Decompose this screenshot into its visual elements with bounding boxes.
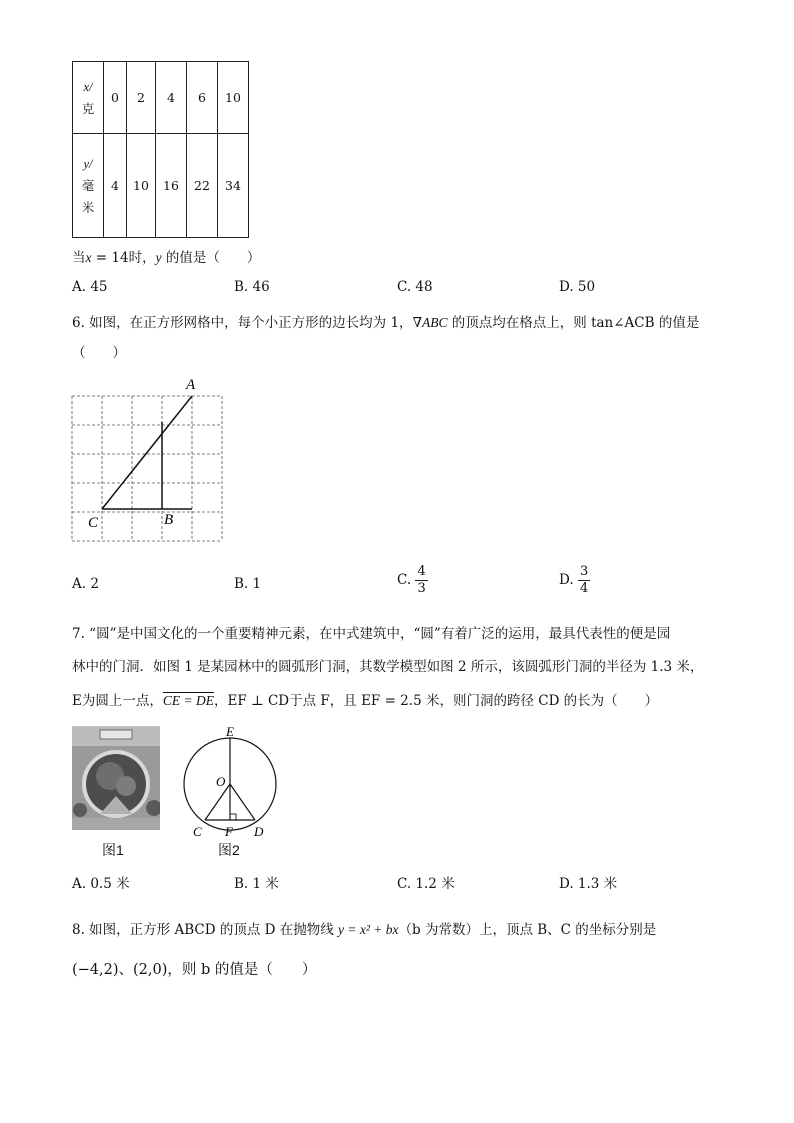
y-cell: 34 bbox=[218, 134, 249, 238]
label-e: E bbox=[226, 724, 234, 739]
label-a: A bbox=[186, 377, 196, 393]
q7-option-c[interactable]: C. 1.2 米 bbox=[397, 876, 455, 892]
q7-circle-figure bbox=[176, 722, 286, 842]
q5-option-b[interactable]: B. 46 bbox=[234, 279, 270, 295]
x-header-unit: 克 bbox=[81, 100, 95, 116]
q7-line1: 7. “圆”是中国文化的一个重要精神元素，在中式建筑中，“圆”有着广泛的运用，最具代表性的便是园 bbox=[72, 626, 671, 642]
q5-option-c[interactable]: C. 48 bbox=[397, 279, 433, 295]
y-header-unit-1: 毫 bbox=[81, 177, 95, 193]
q7-option-b[interactable]: B. 1 米 bbox=[234, 876, 279, 892]
q6-grid-figure bbox=[60, 372, 240, 548]
q6-option-c[interactable]: C. $\frac{4}{3}$ bbox=[397, 564, 426, 596]
q5-question: 当x = 14时，y 的值是（ ） bbox=[72, 250, 261, 266]
q8-line2: (−4,2)、(2,0)，则 b 的值是（ ） bbox=[72, 962, 317, 978]
y-cell: 4 bbox=[104, 134, 127, 238]
data-table bbox=[72, 61, 249, 238]
x-cell: 2 bbox=[127, 62, 156, 134]
label-f: F bbox=[225, 824, 233, 839]
y-cell: 10 bbox=[127, 134, 156, 238]
q6-option-d[interactable]: D. $\frac{3}{4}$ bbox=[559, 564, 589, 596]
x-cell: 10 bbox=[218, 62, 249, 134]
y-header-unit-2: 米 bbox=[81, 199, 95, 215]
arc-equation: CE = DE bbox=[162, 693, 214, 708]
fig1-caption: 图1 bbox=[102, 842, 124, 858]
x-cell: 0 bbox=[104, 62, 127, 134]
q7-option-a[interactable]: A. 0.5 米 bbox=[72, 876, 130, 892]
q6-option-a[interactable]: A. 2 bbox=[72, 576, 99, 592]
triangle-symbol: ∇ABC bbox=[412, 315, 448, 330]
x-cell: 6 bbox=[187, 62, 218, 134]
label-d: D bbox=[254, 824, 264, 839]
label-b: B bbox=[164, 512, 174, 528]
fig2-caption: 图2 bbox=[218, 842, 240, 858]
q6-question-line1: 6. 如图，在正方形网格中，每个小正方形的边长均为 1，∇ABC 的顶点均在格点上，则 tan∠ACB 的值是 bbox=[72, 315, 700, 331]
x-cell: 4 bbox=[156, 62, 187, 134]
label-c: C bbox=[193, 824, 202, 839]
q6-option-b[interactable]: B. 1 bbox=[234, 576, 262, 592]
q7-line2: 林中的门洞．如图 1 是某园林中的圆弧形门洞，其数学模型如图 2 所示，该圆弧形门洞的半径为 1.3 米， bbox=[72, 659, 704, 675]
x-header-cell bbox=[73, 62, 104, 134]
fraction-4-3: $\frac{4}{3}$ bbox=[417, 564, 426, 596]
y-header-cell bbox=[73, 134, 104, 238]
q5-option-d[interactable]: D. 50 bbox=[559, 279, 596, 295]
q5-option-a[interactable]: A. 45 bbox=[72, 279, 108, 295]
triangle-abc bbox=[102, 396, 192, 509]
q7-line3: E为圆上一点，CE = DE，EF ⊥ CD于点 F，且 EF = 2.5 米，则门洞的跨径 CD 的长为（ ） bbox=[72, 693, 659, 709]
radius-oc bbox=[205, 784, 230, 820]
label-c: C bbox=[88, 515, 99, 531]
q7-option-d[interactable]: D. 1.3 米 bbox=[559, 876, 618, 892]
right-angle-mark bbox=[230, 814, 236, 820]
q6-question-line2: （ ） bbox=[72, 345, 126, 361]
garden-door-photo bbox=[72, 726, 160, 830]
garden-door-illustration bbox=[72, 726, 160, 830]
fraction-3-4: $\frac{3}{4}$ bbox=[579, 564, 589, 596]
y-cell: 22 bbox=[187, 134, 218, 238]
q8-line1: 8. 如图，正方形 ABCD 的顶点 D 在抛物线 y = x² + bx（b 为常数）上，顶点 B、C 的坐标分别是 bbox=[72, 922, 657, 938]
radius-od bbox=[230, 784, 255, 820]
y-cell: 16 bbox=[156, 134, 187, 238]
y-header-var: y/ bbox=[83, 156, 93, 171]
x-header-var: x/ bbox=[83, 79, 93, 94]
parabola-equation: y = x² + bx bbox=[338, 922, 399, 937]
label-o: O bbox=[216, 774, 226, 789]
